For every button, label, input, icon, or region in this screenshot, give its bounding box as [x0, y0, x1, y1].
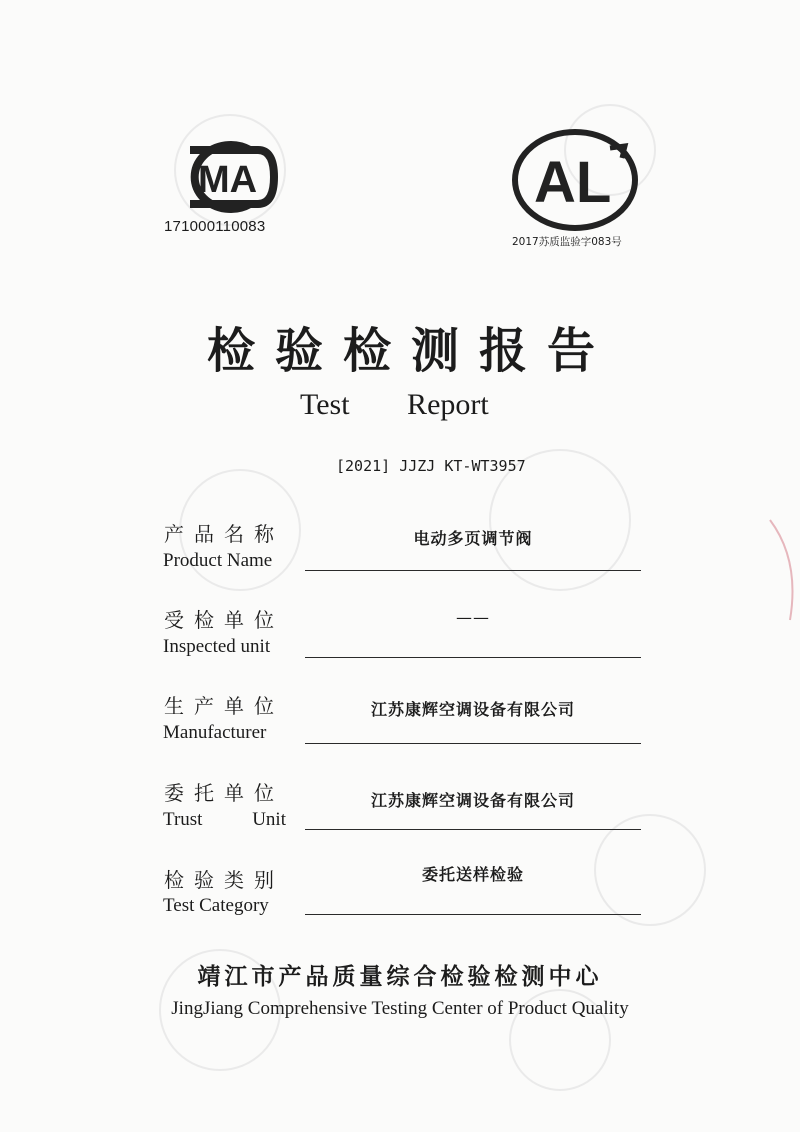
field-label-en-trust-unit: Trust Unit [163, 809, 286, 830]
title-english: Test Report [300, 388, 489, 421]
field-value-product-name: 电动多页调节阀 [413, 529, 533, 548]
field-value-trust-unit: 江苏康辉空调设备有限公司 [370, 791, 575, 810]
report-number: [2021] JJZJ KT-WT3957 [336, 457, 526, 475]
field-underline [305, 743, 641, 744]
cal-logo-text: AL [534, 150, 612, 215]
field-underline [305, 914, 641, 915]
cal-logo [510, 128, 640, 232]
field-label-en-manufacturer: Manufacturer [163, 722, 267, 743]
field-underline [305, 829, 641, 830]
field-label-en-product-name: Product Name [163, 550, 273, 571]
field-label-en-inspected-unit: Inspected unit [163, 636, 271, 657]
field-value-manufacturer: 江苏康辉空调设备有限公司 [370, 700, 575, 719]
cma-logo [158, 140, 282, 214]
field-label-cn-inspected-unit: 受检单位 [164, 608, 284, 632]
testing-center-name-chinese: 靖江市产品质量综合检验检测中心 [197, 964, 603, 990]
cma-logo-text: MA [198, 159, 258, 201]
testing-center-name-english: JingJiang Comprehensive Testing Center of Product Quality [171, 998, 629, 1019]
field-label-cn-product-name: 产品名称 [164, 522, 284, 546]
title-chinese: 检验检测报告 [206, 323, 615, 379]
field-label-cn-trust-unit: 委托单位 [164, 781, 284, 805]
cal-certificate-number: 2017苏质监验字083号 [512, 236, 622, 248]
field-value-inspected-unit: —— [456, 608, 490, 627]
field-label-cn-manufacturer: 生产单位 [164, 694, 284, 718]
field-value-test-category: 委托送样检验 [421, 865, 524, 884]
field-underline [305, 570, 641, 571]
field-label-en-test-category: Test Category [163, 895, 269, 916]
field-underline [305, 657, 641, 658]
field-label-cn-test-category: 检验类别 [164, 868, 284, 892]
cma-certificate-number: 171000110083 [164, 218, 266, 235]
